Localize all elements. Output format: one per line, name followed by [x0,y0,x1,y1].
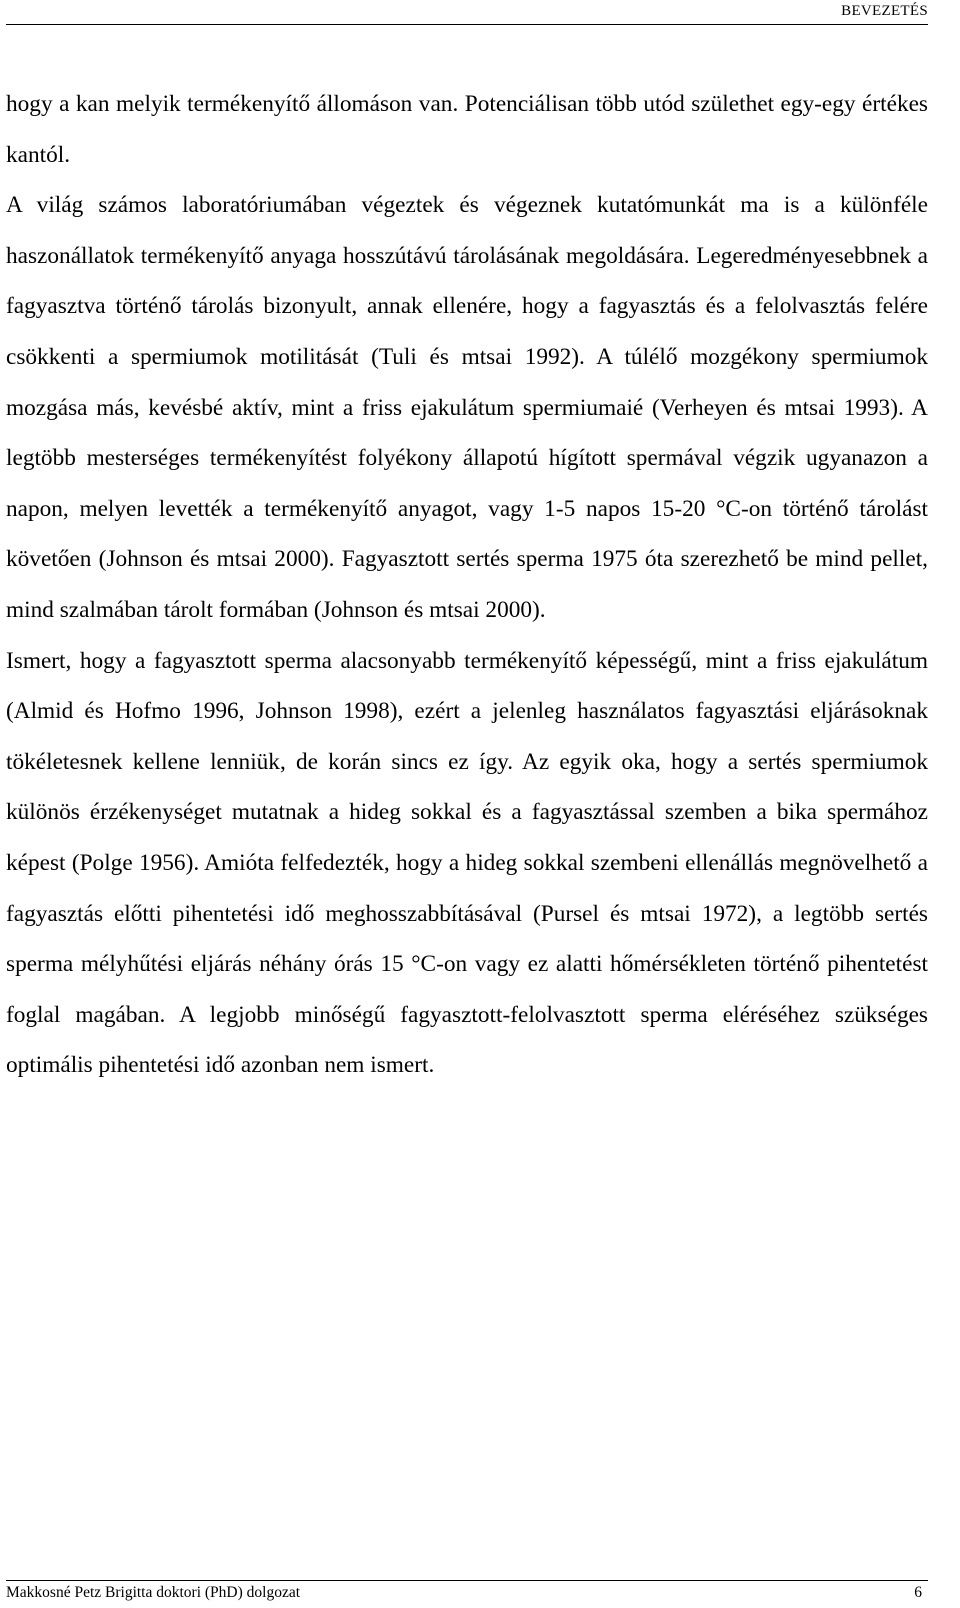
paragraph-1: hogy a kan melyik termékenyítő állomáson van. Potenciálisan több utód születhet egy-egy értékes kantól. [6,91,928,168]
running-footer [6,1580,928,1602]
paragraph-2: A világ számos laboratóriumában végeztek és végeznek kutatómunkát ma is a különféle haszonállatok termékenyítő anyaga hosszútávú tárolásának megoldására. Legeredményesebbnek a fagyasztva történő tárolás bizonyult, annak ellenére, hogy a fagyasztás és a felolvasztás felére csökkenti a spermiumok motilitását (Tuli és mtsai 1992). A túlélő mozgékony spermiumok mozgása más, kevésbé aktív, mint a friss ejakulátum spermiumaié (Verheyen és mtsai 1993). A legtöbb mesterséges termékenyítést folyékony állapotú hígított spermával végzik ugyanazon a napon, melyen levették a termékenyítő anyagot, vagy 1-5 napos 15-20 °C-on történő tárolást követően (Johnson és mtsai 2000). Fagyasztott sertés sperma 1975 óta szerezhető be mind pellet, mind szalmában tárolt formában (Johnson és mtsai 2000). [6,192,928,623]
page-number: 6 [914,1584,922,1601]
section-title: BEVEZETÉS [841,3,928,19]
footer-author: Makkosné Petz Brigitta doktori (PhD) dolgozat [6,1584,301,1601]
body-text [6,79,928,1091]
running-header [6,0,928,25]
paragraph-3: Ismert, hogy a fagyasztott sperma alacsonyabb termékenyítő képességű, mint a friss ejakulátum (Almid és Hofmo 1996, Johnson 1998), ezért a jelenleg használatos fagyasztási eljárásoknak tökéletesnek kellene lenniük, de korán sincs ez így. Az egyik oka, hogy a sertés spermiumok különös érzékenységet mutatnak a hideg sokkal és a fagyasztással szemben a bika spermához képest (Polge 1956). Amióta felfedezték, hogy a hideg sokkal szembeni ellenállás megnövelhető a fagyasztás előtti pihentetési idő meghosszabbításával (Pursel és mtsai 1972), a legtöbb sertés sperma mélyhűtési eljárás néhány órás 15 °C-on vagy ez alatti hőmérsékleten történő pihentetést foglal magában. A legjobb minőségű fagyasztott-felolvasztott sperma eléréséhez szükséges optimális pihentetési idő azonban nem ismert. [6,647,928,1079]
